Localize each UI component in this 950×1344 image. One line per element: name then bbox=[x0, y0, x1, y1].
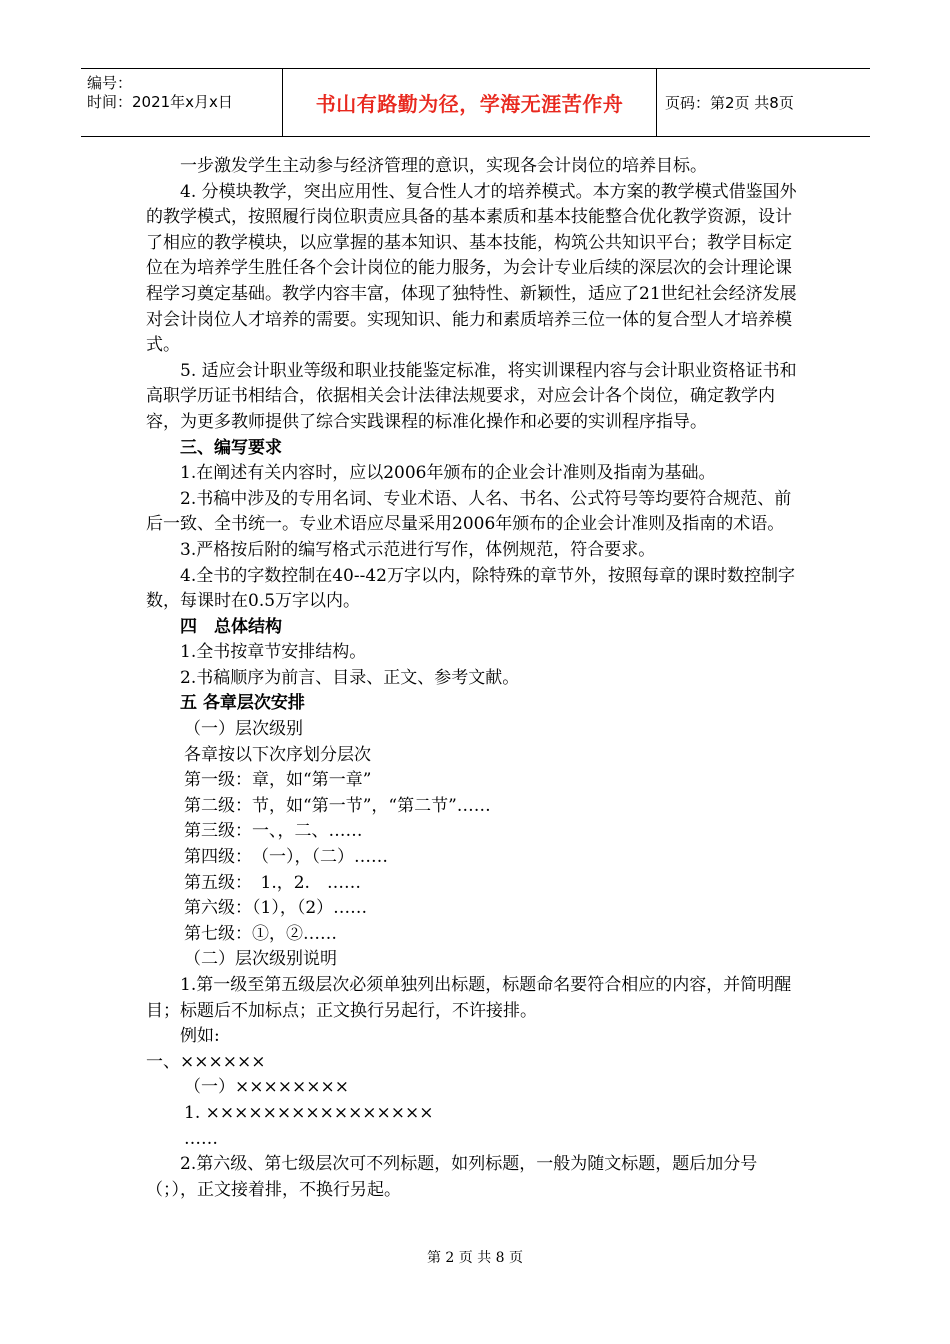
paragraph: 例如: bbox=[180, 1026, 220, 1047]
number-label: 编号： bbox=[87, 74, 133, 92]
section-heading: 五 各章层次安排 bbox=[180, 693, 305, 714]
header-meta bbox=[87, 74, 281, 112]
paragraph: 1.第一级至第五级层次必须单独列出标题，标题命名要符合相应的内容，并简明醒目；标题后不加标点；正文换行另起行，不许接排。 bbox=[146, 975, 792, 1021]
list-line: 各章按以下次序划分层次 bbox=[184, 744, 371, 765]
list-line: 第六级：（1），（2）…… bbox=[184, 898, 368, 919]
paragraph: 1.在阐述有关内容时，应以2006年颁布的企业会计准则及指南为基础。 bbox=[180, 463, 716, 484]
section-heading: 三、编写要求 bbox=[180, 437, 282, 458]
header-table bbox=[81, 68, 870, 137]
date-label: 时间：2021年x月x日 bbox=[87, 93, 233, 111]
header-divider bbox=[656, 69, 657, 136]
example-line: 1. ×××××××××××××××× bbox=[184, 1102, 434, 1123]
example-line: 一、×××××× bbox=[146, 1051, 266, 1072]
header-motto: 书山有路勤为径，学海无涯苦作舟 bbox=[315, 92, 624, 116]
paragraph: 4.全书的字数控制在40--42万字以内，除特殊的章节外，按照每章的课时数控制字数，每课时在0.5万字以内。 bbox=[146, 565, 795, 612]
list-line: （二）层次级别说明 bbox=[184, 949, 337, 970]
list-line: 第二级：节，如“第一节”，“第二节”…… bbox=[184, 795, 491, 816]
paragraph: 2.第六级、第七级层次可不列标题，如列标题，一般为随文标题，题后加分号（；），正文接着排，不换行另起。 bbox=[146, 1154, 758, 1200]
list-line: 第三级：一、，二、…… bbox=[184, 821, 363, 842]
paragraph: 4. 分模块教学，突出应用性、复合性人才的培养模式。本方案的教学模式借鉴国外的教学模式，按照履行岗位职责应具备的基本素质和基本技能整合优化教学资源，设计了相应的教学模块，以应掌握的基本知识、基本技能，构筑公共知识平台；教学目标定位在为培养学生胜任各个会计岗位的能力服务，为会计专业后续的深层次的会计理论课程学习奠定基础。教学内容丰富，体现了独特性、新颖性，适应了21世纪社会经济发展对会计岗位人才培养的需要。实现知识、能力和素质培养三位一体的复合型人才培养模式。 bbox=[146, 181, 797, 356]
list-line: 第五级： 1.，2. …… bbox=[184, 872, 361, 893]
paragraph: 3.严格按后附的编写格式示范进行写作，体例规范，符合要求。 bbox=[180, 539, 656, 560]
paragraph: 2.书稿顺序为前言、目录、正文、参考文献。 bbox=[180, 667, 520, 688]
example-line: …… bbox=[184, 1128, 218, 1149]
paragraph: 5. 适应会计职业等级和职业技能鉴定标准，将实训课程内容与会计职业资格证书和高职学历证书相结合，依据相关会计法律法规要求，对应会计各个岗位，确定教学内容，为更多教师提供了综合实践课程的标准化操作和必要的实训程序指导。 bbox=[146, 360, 797, 432]
section-heading: 四 总体结构 bbox=[180, 616, 282, 637]
paragraph: 1.全书按章节安排结构。 bbox=[180, 642, 367, 663]
list-line: 第一级：章，如“第一章” bbox=[184, 770, 372, 791]
page-footer: 第 2 页 共 8 页 bbox=[426, 1250, 524, 1266]
document-body bbox=[146, 154, 808, 1203]
list-line: 第七级：①，②…… bbox=[184, 923, 337, 944]
example-line: （一）×××××××× bbox=[184, 1077, 349, 1098]
header-page-info: 页码：第2页 共8页 bbox=[665, 94, 794, 112]
paragraph: 2.书稿中涉及的专用名词、专业术语、人名、书名、公式符号等均要符合规范、前后一致、全书统一。专业术语应尽量采用2006年颁布的企业会计准则及指南的术语。 bbox=[146, 488, 792, 535]
paragraph: 一步激发学生主动参与经济管理的意识，实现各会计岗位的培养目标。 bbox=[180, 156, 707, 176]
list-line: （一）层次级别 bbox=[184, 719, 303, 740]
list-line: 第四级： （一），（二）…… bbox=[184, 847, 388, 868]
